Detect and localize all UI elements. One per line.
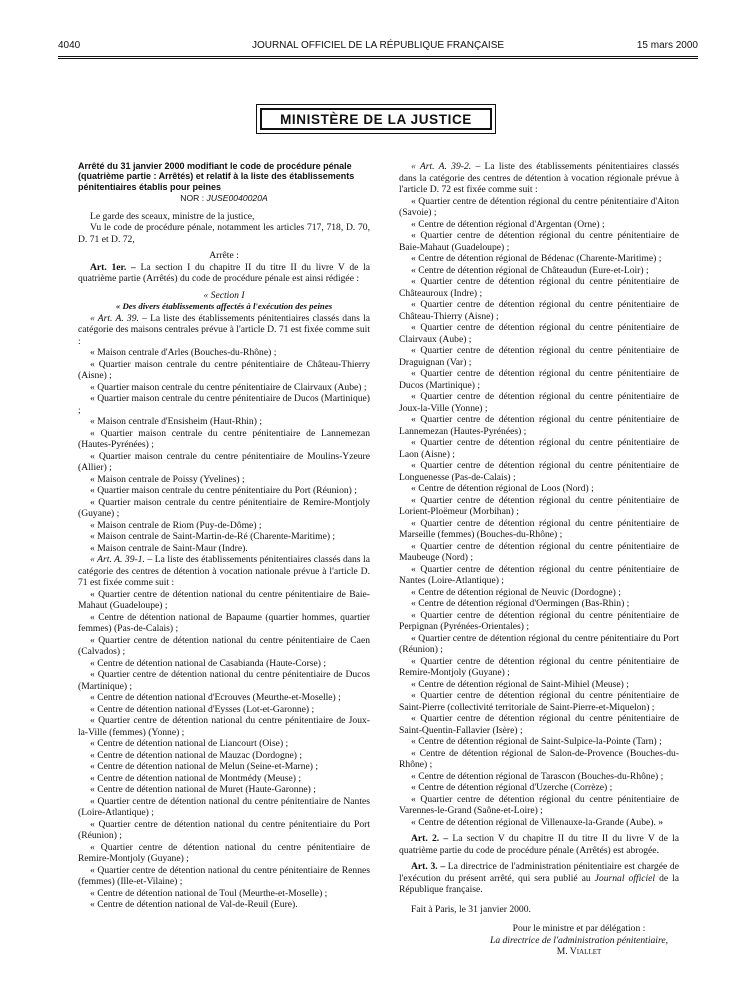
header-rule bbox=[58, 56, 698, 57]
list-item: « Centre de détention régional de Tarascon (Bouches-du-Rhône) ; bbox=[411, 770, 664, 782]
list-item: « Centre de détention national d'Ecrouves (Meurthe-et-Moselle) ; bbox=[90, 692, 341, 704]
list-item: « Quartier centre de détention régional du centre pénitentiaire de Perpignan (Pyrénées-Orientales) ; bbox=[399, 609, 679, 632]
list-item: « Centre de détention national de Casabianda (Haute-Corse) ; bbox=[90, 657, 327, 669]
list-item: « Quartier centre de détention national du centre pénitentiaire de Nantes (Loire-Atlantique) ; bbox=[78, 795, 370, 819]
nor-code: JUSE0040020A bbox=[206, 193, 268, 204]
list-item: « Quartier centre de détention régional du centre pénitentiaire de Ducos (Martinique) ; bbox=[399, 368, 679, 391]
list-item: « Centre de détention régional d'Oermingen (Bas-Rhin) ; bbox=[411, 598, 630, 609]
list-item: « Quartier centre de détention régional du centre pénitentiaire de Longuenesse (Pas-de-Calais) ; bbox=[399, 460, 679, 483]
list-item: « Centre de détention régional de Châteaudun (Eure-et-Loir) ; bbox=[411, 264, 649, 276]
list-item: « Maison centrale de Poissy (Yvelines) ; bbox=[90, 473, 245, 485]
decree-title: Arrêté du 31 janvier 2000 modifiant le code de procédure pénale (quatrième partie : Arrêtés) et relatif à la liste des établissements pénitentiaires établis pour peines bbox=[78, 161, 355, 192]
list-item: « Quartier maison centrale du centre pénitentiaire de Remire-Montjoly (Guyane) ; bbox=[78, 496, 370, 520]
list-item: « Centre de détention national de Melun (Seine-et-Marne) ; bbox=[90, 761, 319, 773]
list-item: « Centre de détention régional d'Argentan (Orne) ; bbox=[411, 218, 605, 230]
list-item: « Quartier centre de détention national du centre pénitentiaire de Caen (Calvados) ; bbox=[78, 634, 370, 658]
list-item: « Maison centrale d'Arles (Bouches-du-Rhône) ; bbox=[90, 347, 277, 359]
arrete-heading: Arrête : bbox=[209, 250, 239, 262]
article-a39-2-list bbox=[399, 196, 679, 829]
list-item: « Quartier centre de détention régional du centre pénitentiaire d'Aiton (Savoie) ; bbox=[399, 195, 679, 218]
preamble-line: Le garde des sceaux, ministre de la justice, bbox=[90, 210, 255, 222]
list-item: « Centre de détention national d'Eysses (Lot-et-Garonne) ; bbox=[90, 703, 315, 715]
list-item: « Quartier centre de détention régional du centre pénitentiaire de Nantes (Loire-Atlantique) ; bbox=[399, 563, 679, 586]
list-item: « Quartier centre de détention régional du centre pénitentiaire de Clairvaux (Aube) ; bbox=[399, 322, 679, 345]
list-item: « Centre de détention régional de Salon-de-Provence (Bouches-du-Rhône) ; bbox=[399, 747, 679, 770]
list-item: « Quartier centre de détention régional du centre pénitentiaire de Châteauroux (Indre) ; bbox=[399, 276, 679, 299]
list-item: « Quartier centre de détention régional du centre pénitentiaire de Lorient-Ploëmeur (Morbihan) ; bbox=[399, 494, 679, 517]
list-item: « Quartier maison centrale du centre pénitentiaire de Ducos (Martinique) ; bbox=[78, 393, 370, 416]
list-item: « Quartier centre de détention régional du centre pénitentiaire de Varennes-le-Grand (Saône-et-Loire) ; bbox=[399, 793, 679, 816]
list-item: « Centre de détention national de Val-de-Reuil (Eure). bbox=[90, 899, 298, 911]
signature-name: M. Viallet bbox=[556, 946, 602, 957]
list-item: « Quartier centre de détention national du centre pénitentiaire de Ducos (Martinique) ; bbox=[78, 669, 370, 692]
list-item: « Quartier centre de détention régional du centre pénitentiaire de Saint-Pierre (collectivité territoriale de Saint-Pierre-et-Miquelon) ; bbox=[399, 690, 679, 713]
article-1: Art. 1er. – La section I du chapitre II du titre II du livre V de la quatrième partie (Arrêtés) du code de procédure pénale est ainsi rédigée : bbox=[78, 261, 370, 285]
journal-title: JOURNAL OFFICIEL DE LA RÉPUBLIQUE FRANÇAISE bbox=[251, 40, 505, 51]
list-item: « Centre de détention régional d'Uzerche (Corrèze) ; bbox=[411, 782, 613, 793]
list-item: « Quartier centre de détention régional du centre pénitentiaire de Remire-Montjoly (Guyane) ; bbox=[399, 655, 679, 678]
list-item: « Centre de détention national de Bapaume (quartier hommes, quartier femmes) (Pas-de-Calais) ; bbox=[78, 611, 370, 635]
list-item: « Quartier centre de détention national du centre pénitentiaire de Baie-Mahaut (Guadeloupe) ; bbox=[78, 588, 370, 612]
list-item: « Centre de détention régional de Neuvic (Dordogne) ; bbox=[411, 586, 621, 598]
list-item: « Quartier centre de détention régional du centre pénitentiaire de Laon (Aisne) ; bbox=[399, 437, 679, 460]
list-item: « Centre de détention régional de Bédenac (Charente-Maritime) ; bbox=[411, 253, 662, 264]
signature-line1: Pour le ministre et par délégation : bbox=[512, 923, 646, 934]
article-a39-1-intro: « Art. A. 39-1. – La liste des établissements pénitentiaires classés dans la catégorie des centres de détention à vocation nationale prévue à l'article D. 71 est fixée comme suit : bbox=[78, 554, 370, 589]
article-a39-1-list bbox=[78, 589, 370, 911]
list-item: « Quartier centre de détention régional du centre pénitentiaire de Joux-la-Ville (Yonne) ; bbox=[399, 391, 679, 414]
issue-date: 15 mars 2000 bbox=[636, 40, 698, 51]
list-item: « Maison centrale de Saint-Martin-de-Ré (Charente-Maritime) ; bbox=[90, 531, 336, 543]
left-column bbox=[78, 161, 370, 911]
signature-line2: La directrice de l'administration pénitentiaire, bbox=[489, 934, 668, 946]
list-item: « Quartier centre de détention régional du centre pénitentiaire de Château-Thierry (Aisne) ; bbox=[399, 299, 679, 322]
list-item: « Centre de détention régional de Loos (Nord) ; bbox=[411, 483, 594, 494]
list-item: « Quartier maison centrale du centre pénitentiaire de Moulins-Yzeure (Allier) ; bbox=[78, 450, 370, 474]
ministry-box bbox=[256, 104, 496, 134]
section-subtitle: « Des divers établissements affectés à l'exécution des peines bbox=[115, 301, 333, 312]
page-header bbox=[58, 40, 698, 54]
list-item: « Centre de détention national de Muret (Haute-Garonne) ; bbox=[90, 784, 316, 796]
article-3: Art. 3. – La directrice de l'administration pénitentiaire est chargée de l'exécution du présent arrêté, qui sera publié au Journal officiel de la République française. bbox=[399, 861, 679, 895]
list-item: « Centre de détention national de Montmédy (Meuse) ; bbox=[90, 772, 302, 784]
list-item: « Quartier centre de détention régional du centre pénitentiaire de Draguignan (Var) ; bbox=[399, 345, 679, 368]
done-at: Fait à Paris, le 31 janvier 2000. bbox=[411, 903, 531, 915]
list-item: « Maison centrale de Saint-Maur (Indre). bbox=[90, 542, 248, 554]
list-item: « Quartier centre de détention national du centre pénitentiaire de Joux-la-Ville (femmes) (Yonne) ; bbox=[78, 715, 370, 738]
list-item: « Quartier maison centrale du centre pénitentiaire de Clairvaux (Aube) ; bbox=[90, 381, 367, 393]
ministry-title: MINISTÈRE DE LA JUSTICE bbox=[260, 108, 492, 130]
list-item: « Centre de détention régional de Saint-Mihiel (Meuse) ; bbox=[411, 678, 629, 690]
list-item: « Maison centrale d'Ensisheim (Haut-Rhin) ; bbox=[90, 416, 262, 428]
page-number: 4040 bbox=[58, 40, 81, 51]
article-a39-list bbox=[78, 347, 370, 554]
list-item: « Centre de détention national de Mauzac (Dordogne) ; bbox=[90, 749, 303, 761]
list-item: « Quartier centre de détention régional du centre pénitentiaire de Baie-Mahaut (Guadeloupe) ; bbox=[399, 230, 679, 253]
list-item: « Quartier centre de détention régional du centre pénitentiaire de Lannemezan (Hautes-Pyrénées) ; bbox=[399, 414, 679, 437]
list-item: « Quartier centre de détention national du centre pénitentiaire du Port (Réunion) ; bbox=[78, 818, 370, 842]
article-a39-2-intro: « Art. A. 39-2. – La liste des établissements pénitentiaires classés dans la catégorie des centres de détention à vocation régionale prévue à l'article D. 72 est fixée comme suit : bbox=[399, 161, 680, 195]
list-item: « Quartier maison centrale du centre pénitentiaire de Lannemezan (Hautes-Pyrénées) ; bbox=[78, 427, 370, 451]
preamble-line: Vu le code de procédure pénale, notamment les articles 717, 718, D. 70, D. 71 et D. 72, bbox=[78, 222, 370, 245]
list-item: « Quartier centre de détention régional du centre pénitentiaire de Saint-Quentin-Fallavier (Isère) ; bbox=[399, 713, 679, 736]
list-item: « Quartier maison centrale du centre pénitentiaire de Château-Thierry (Aisne) ; bbox=[78, 358, 370, 382]
header-rule-double bbox=[58, 58, 698, 59]
article-a39-intro: « Art. A. 39. – La liste des établissements pénitentiaires classés dans la catégorie des maisons centrales prévue à l'article D. 71 est fixée comme suit : bbox=[78, 312, 370, 347]
list-item: « Centre de détention régional de Villenauxe-la-Grande (Aube). » bbox=[411, 816, 664, 828]
list-item: « Quartier maison centrale du centre pénitentiaire du Port (Réunion) ; bbox=[90, 485, 357, 497]
list-item: « Centre de détention régional de Saint-Sulpice-la-Pointe (Tarn) ; bbox=[411, 736, 662, 747]
right-column bbox=[399, 161, 679, 958]
list-item: « Quartier centre de détention régional du centre pénitentiaire de Marseille (femmes) (Bouches-du-Rhône) ; bbox=[399, 517, 679, 540]
list-item: « Centre de détention national de Toul (Meurthe-et-Moselle) ; bbox=[90, 887, 328, 899]
nor-reference: NOR : JUSE0040020A bbox=[180, 193, 268, 204]
list-item: « Centre de détention national de Liancourt (Oise) ; bbox=[90, 738, 289, 750]
article-2: Art. 2. – La section V du chapitre II du titre II du livre V de la quatrième partie du code de procédure pénale (Arrêtés) est abrogée. bbox=[399, 833, 679, 856]
list-item: « Maison centrale de Riom (Puy-de-Dôme) ; bbox=[90, 519, 262, 531]
list-item: « Quartier centre de détention régional du centre pénitentiaire du Port (Réunion) ; bbox=[399, 632, 679, 655]
list-item: « Quartier centre de détention national du centre pénitentiaire de Rennes (femmes) (Ille-et-Vilaine) ; bbox=[78, 864, 370, 888]
list-item: « Quartier centre de détention régional du centre pénitentiaire de Maubeuge (Nord) ; bbox=[399, 540, 679, 563]
list-item: « Quartier centre de détention national du centre pénitentiaire de Remire-Montjoly (Guyane) ; bbox=[78, 841, 370, 865]
section-title: « Section I bbox=[203, 289, 245, 301]
